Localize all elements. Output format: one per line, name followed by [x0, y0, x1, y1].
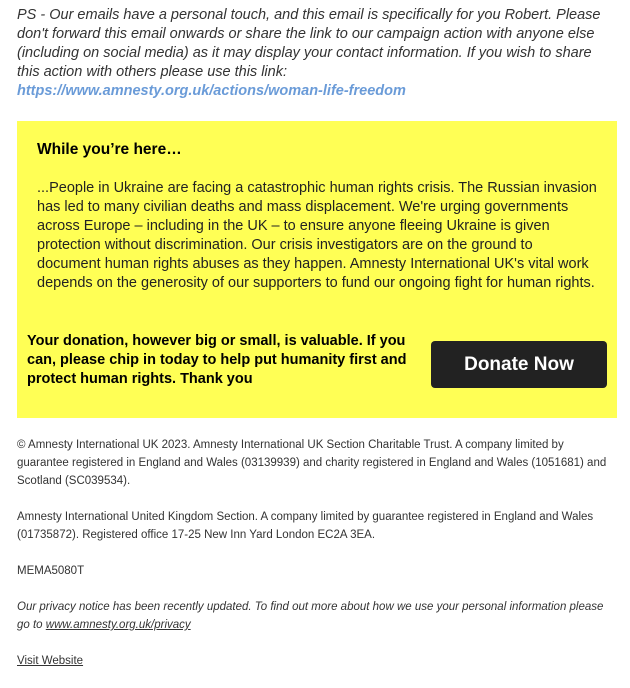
- privacy-text: Our privacy notice has been recently updated. To find out more about how we use your personal information please go to: [17, 601, 604, 631]
- footer: [17, 436, 607, 688]
- panel-title: While you’re here…: [37, 141, 182, 158]
- ps-note: [17, 6, 617, 101]
- footer-copyright: © Amnesty International UK 2023. Amnesty International UK Section Charitable Trust. A company limited by guarantee registered in England and Wales (03139939) and charity registered in England and Wales (1051681) and Scotland (SC039534).: [17, 439, 607, 487]
- donation-appeal: Your donation, however big or small, is valuable. If you can, please chip in today to help put humanity first and protect human rights. Thank you: [27, 333, 407, 387]
- footer-code: MEMA5080T: [17, 565, 85, 577]
- panel-body: ...People in Ukraine are facing a catastrophic human rights crisis. The Russian invasion has led to many civilian deaths and mass displacement. We're urging governments across Europe – including in the UK – to ensure anyone fleeing Ukraine is given protection without discrimination. Our crisis investigators are on the ground to document human rights abuses as they happen. Amnesty International UK's vital work depends on the generosity of our supporters to fund our ongoing fight for human rights.: [37, 180, 597, 291]
- donation-panel: [17, 121, 617, 418]
- visit-website-link[interactable]: Visit Website: [17, 655, 84, 667]
- donate-now-button[interactable]: Donate Now: [431, 341, 607, 388]
- privacy-link[interactable]: www.amnesty.org.uk/privacy: [45, 619, 191, 631]
- footer-company-info: Amnesty International United Kingdom Section. A company limited by guarantee registered in England and Wales (01735872). Registered office 17-25 New Inn Yard London EC2A 3EA.: [17, 511, 594, 541]
- ps-text: PS - Our emails have a personal touch, and this email is specifically for you Robert. Please don't forward this email onwards or share the link to our campaign action with anyone else (including on social media) as it may display your contact information. If you wish to share this action with others please use this link:: [17, 7, 601, 80]
- privacy-notice: [17, 598, 607, 634]
- campaign-share-link[interactable]: https://www.amnesty.org.uk/actions/woman-life-freedom: [17, 83, 406, 99]
